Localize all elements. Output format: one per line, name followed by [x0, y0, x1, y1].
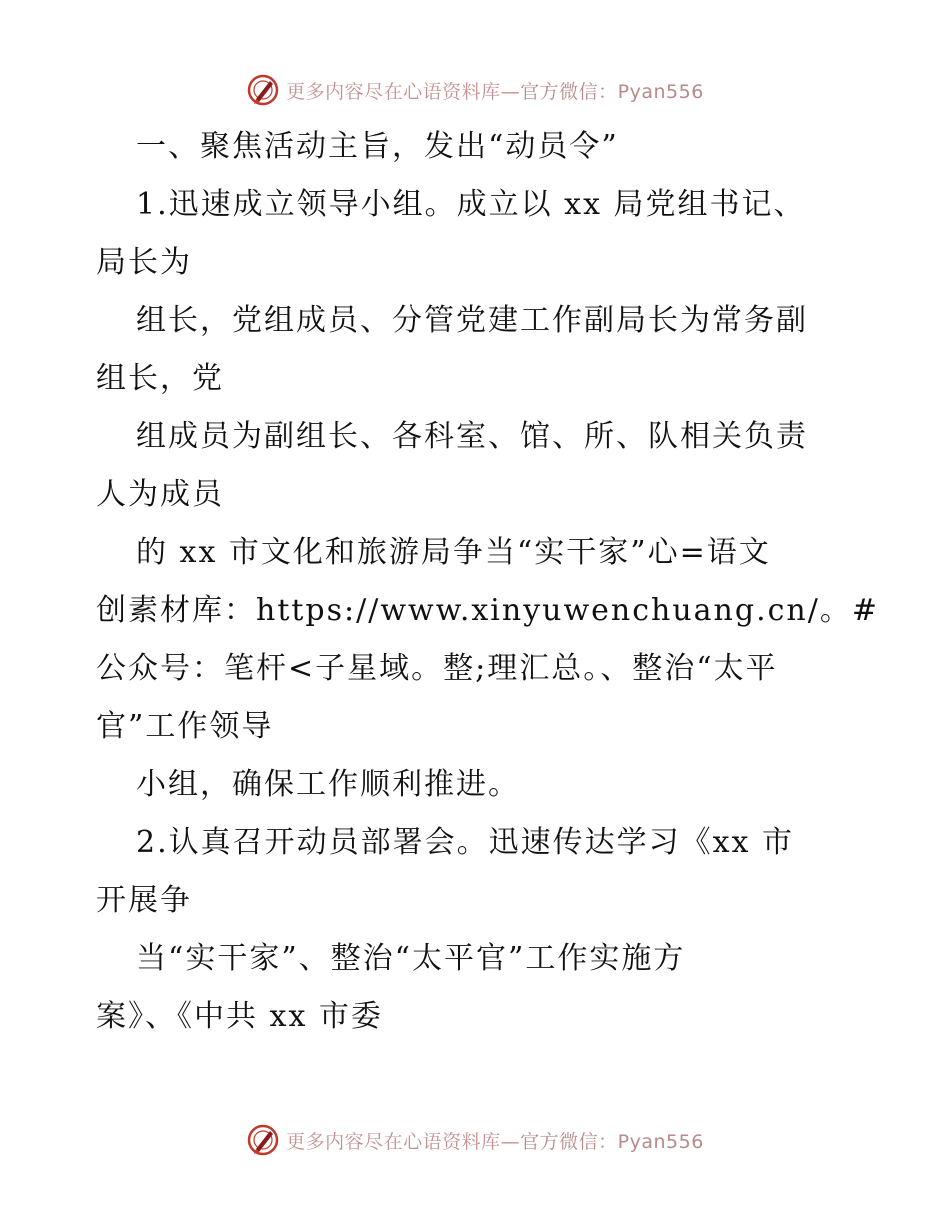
watermark-text: 更多内容尽在心语资料库—官方微信：Pyan556	[286, 1130, 704, 1153]
text-line: 2.认真召开动员部署会。迅速传达学习《xx 市	[136, 825, 794, 860]
text-line: 组长，党组成员、分管党建工作副局长为常务副	[136, 303, 808, 338]
text-line: 创素材库：https://www.xinyuwenchuang.cn/。#	[96, 593, 879, 628]
watermark-footer	[0, 1120, 950, 1160]
text-line: 人为成员	[96, 477, 224, 512]
text-line: 一、聚焦活动主旨，发出“动员令”	[136, 129, 619, 164]
watermark-text: 更多内容尽在心语资料库—官方微信：Pyan556	[286, 80, 704, 103]
text-line: 组长，党	[96, 361, 224, 396]
document-body	[96, 118, 879, 1046]
text-line: 开展争	[96, 883, 192, 918]
text-line: 1.迅速成立领导小组。成立以 xx 局党组书记、	[136, 187, 806, 222]
text-line: 案》、《中共 xx 市委	[96, 999, 383, 1034]
pen-logo-icon	[246, 1123, 280, 1157]
watermark-header	[0, 70, 950, 110]
text-line: 公众号：笔杆<子星域。整;理汇总。、整治“太平	[96, 651, 778, 686]
pen-logo-icon	[246, 73, 280, 107]
text-line: 官”工作领导	[96, 709, 274, 744]
text-line: 小组，确保工作顺利推进。	[136, 767, 520, 802]
text-line: 的 xx 市文化和旅游局争当“实干家”心=语文	[136, 535, 771, 570]
text-line: 当“实干家”、整治“太平官”工作实施方	[136, 941, 686, 976]
text-line: 局长为	[96, 245, 192, 280]
text-line: 组成员为副组长、各科室、馆、所、队相关负责	[136, 419, 808, 454]
